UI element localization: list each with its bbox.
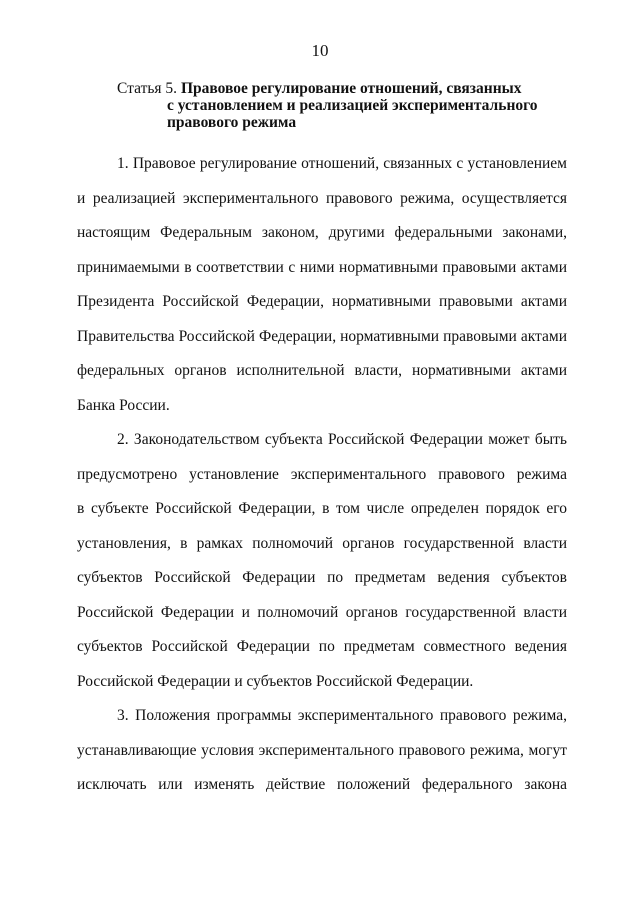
text-line: Банка России. (77, 396, 170, 414)
text-line: исключать или изменять действие положений федерального закона (77, 776, 567, 793)
paragraph-3 (77, 699, 567, 803)
text-line: устанавливающие условия экспериментального правового режима, могут (77, 741, 567, 759)
article-title-line: правового режима (167, 114, 297, 131)
text-line: и реализацией экспериментального правового режима, осуществляется (77, 189, 567, 207)
text-line: Российской Федерации и субъектов Российской Федерации. (77, 672, 474, 690)
text-line: субъектов Российской Федерации по предметам совместного ведения (77, 638, 567, 655)
text-line: 1. Правовое регулирование отношений, связанных с установлением (117, 155, 567, 172)
text-line: принимаемыми в соответствии с ними нормативными правовыми актами (77, 258, 567, 276)
article-heading-row-1 (117, 80, 577, 97)
text-line: Российской Федерации и полномочий органов государственной власти (77, 603, 567, 621)
text-line: 3. Положения программы экспериментального правового режима, (117, 707, 567, 724)
paragraph-2 (77, 423, 567, 699)
text-line: настоящим Федеральным законом, другими федеральными законами, (77, 224, 567, 241)
page-number: 10 (311, 41, 329, 60)
text-line: установления, в рамках полномочий органов государственной власти (77, 534, 567, 552)
text-line: в субъекте Российской Федерации, в том числе определен порядок его (77, 500, 567, 517)
text-line: субъектов Российской Федерации по предметам ведения субъектов (77, 569, 567, 586)
article-title-line: с установлением и реализацией экспериментального (167, 97, 538, 114)
text-line: 2. Законодательством субъекта Российской Федерации может быть (117, 431, 567, 448)
text-line: предусмотрено установление экспериментального правового режима (77, 465, 567, 483)
article-number: Статья 5. (117, 80, 178, 97)
text-line: Президента Российской Федерации, нормативными правовыми актами (77, 293, 567, 310)
article-heading (117, 80, 577, 131)
text-line: федеральных органов исполнительной власти, нормативными актами (77, 362, 567, 379)
article-body (77, 147, 567, 803)
article-title-line: Правовое регулирование отношений, связанных (180, 80, 522, 97)
text-line: Правительства Российской Федерации, нормативными правовыми актами (77, 327, 567, 345)
paragraph-1 (77, 147, 567, 423)
